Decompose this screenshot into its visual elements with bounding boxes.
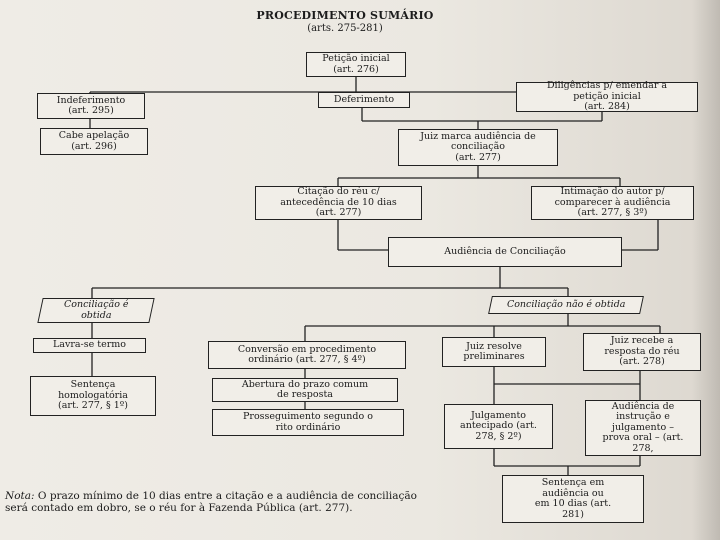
box-intimacao-autor [531,186,694,220]
box-label: Deferimento [333,93,395,105]
box-conciliacao-obtida [37,298,154,323]
box-abertura-prazo [212,378,398,402]
box-label: Juiz resolve preliminares [463,340,525,362]
box-sentenca-audiencia [502,475,644,523]
box-juiz-resolve-preliminares [442,337,546,367]
box-audiencia-conciliacao [388,237,622,267]
box-deferimento [318,92,410,108]
box-prosseguimento-rito [212,409,404,436]
box-conciliacao-nao-obtida [488,296,644,314]
box-peticao-inicial [306,52,406,77]
box-label: Cabe apelação (art. 296) [58,130,130,152]
box-label: Juiz marca audiência de conciliação (art. 277) [420,130,536,163]
box-label: Audiência de Conciliação [444,245,566,257]
box-indeferimento [37,93,145,119]
box-juiz-recebe-resposta [583,333,701,371]
box-label: Conversão em procedimento ordinário (art. 277, § 4º) [237,343,377,365]
box-citacao-reu [255,186,422,220]
footnote-text: O prazo mínimo de 10 dias entre a citação e a audiência de conciliação será contado em dobro, se o réu for à Fazenda Pública (art. 277). [5,490,417,514]
box-label: Conciliação não é obtida [506,298,626,310]
box-label: Indeferimento (art. 295) [56,94,126,116]
footnote-label: Nota: [5,490,35,502]
box-label: Intimação do autor p/ comparecer à audiência (art. 277, § 3º) [554,186,671,219]
box-lavra-termo [33,338,146,353]
box-label: Petição inicial (art. 276) [322,53,390,75]
box-label: Lavra-se termo [53,339,126,351]
box-label: Audiência de instrução e julgamento – prova oral – (art. 278, [602,400,684,454]
diagram-title: PROCEDIMENTO SUMÁRIO [256,9,434,22]
box-label: Abertura do prazo comum de resposta [241,378,369,400]
box-label: Prosseguimento segundo o rito ordinário [243,411,373,433]
box-cabe-apelacao [40,128,148,155]
box-sentenca-homologatoria [30,376,156,416]
box-diligencias [516,82,698,112]
box-label: Sentença em audiência ou em 10 dias (art. 281) [534,477,612,520]
box-label: Citação do réu c/ antecedência de 10 dias (art. 277) [280,186,397,219]
box-audiencia-instrucao [585,400,701,456]
box-label: Conciliação é obtida [63,299,129,321]
box-label: Julgamento antecipado (art. 278, § 2º) [460,409,537,442]
box-label: Sentença homologatória (art. 277, § 1º) [58,379,128,412]
box-juiz-marca-audiencia [398,129,558,166]
box-label: Juiz recebe a resposta do réu (art. 278) [604,335,680,368]
box-label: Diligências p/ emendar a petição inicial (art. 284) [546,80,668,113]
footnote [5,490,425,514]
box-julgamento-antecipado [444,404,553,449]
box-conversao-procedimento [208,341,406,369]
diagram-subtitle: (arts. 275-281) [307,23,383,34]
